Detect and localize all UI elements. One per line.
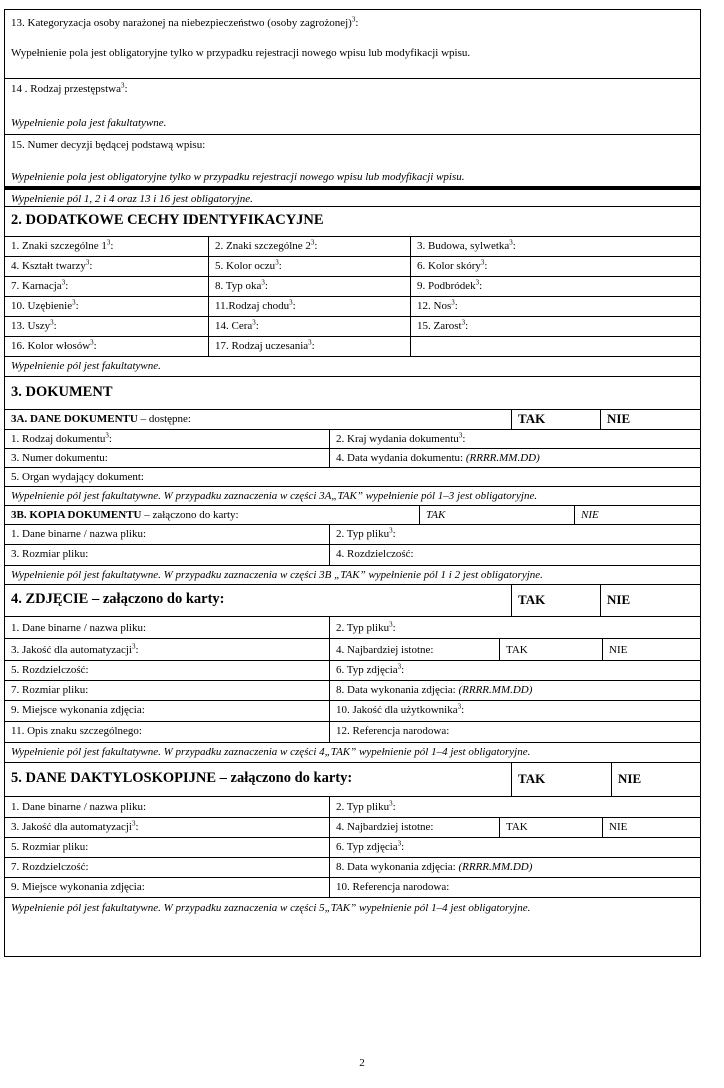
- section-2-field-label: 17. Rodzaj uczesania: [215, 340, 309, 352]
- footnote-ref: 3: [509, 238, 513, 247]
- section-2-field[interactable]: 12. Nos$^3$:: [417, 298, 458, 312]
- document-type-label: 1. Rodzaj dokumentu: [11, 433, 106, 445]
- section-3b-note: Wypełnienie pól jest fakultatywne. W przypadku zaznaczenia w części 3B „TAK” wypełnienie pól 1 i 2 jest obligatoryjne.: [11, 569, 543, 581]
- section-2-field-label: 7. Karnacja: [11, 280, 62, 292]
- section-2-field[interactable]: 1. Znaki szczególne $1^3$:: [5, 237, 209, 256]
- section-2-row: [4, 277, 701, 297]
- photo-type-label: 6. Typ zdjęcia: [336, 664, 398, 676]
- section-2-field-label: 2. Znaki szczególne 2: [215, 240, 311, 252]
- section-2-field[interactable]: 15. Zarost$^3$:: [417, 318, 469, 332]
- section-3b-nie-option[interactable]: NIE: [581, 509, 599, 521]
- field-13-row: [4, 9, 701, 79]
- section-2-field[interactable]: 2. Znaki szczególne $2^3$:: [209, 237, 411, 256]
- footnote-ref: 3: [289, 298, 293, 307]
- section-3a-row-2: [4, 449, 701, 468]
- footnote-ref: 3: [308, 338, 312, 347]
- fingerprint-quality-auto-field[interactable]: 3. Jakość dla automatyzacji$^3$:: [5, 818, 330, 837]
- section-4-title: 4. ZDJĘCIE – załączono do karty:: [5, 585, 512, 616]
- footnote-ref: 3: [85, 258, 90, 267]
- footnote-ref: 3: [105, 431, 109, 440]
- section-2-field[interactable]: 6. Kolor skóry$^3$:: [417, 258, 488, 272]
- section-2-title: 2. DODATKOWE CECHY IDENTYFIKACYJNE: [11, 212, 324, 228]
- photo-file-size-field[interactable]: 7. Rozmiar pliku:: [5, 681, 330, 700]
- footnote-ref: 3: [275, 258, 279, 267]
- section-2-note-row: [4, 357, 701, 377]
- footnote-ref: 3: [72, 298, 76, 307]
- section-4-row-5: [4, 701, 701, 722]
- footnote-ref: 3: [451, 298, 455, 307]
- field-15-label: 15. Numer decyzji będącej podstawą wpisu:: [11, 139, 206, 151]
- section-2-field-label: 8. Typ oka: [215, 280, 262, 292]
- fingerprint-date-label: 8. Data wykonania zdjęcia:: [336, 861, 459, 873]
- section-2-row: [4, 317, 701, 337]
- footnote-ref: 3: [106, 238, 111, 247]
- section-2-row: [4, 337, 701, 357]
- footnote-ref: 3: [50, 318, 54, 327]
- section-2-field-label: 13. Uszy: [11, 320, 51, 332]
- copy-binary-field[interactable]: 1. Dane binarne / nazwa pliku:: [5, 525, 330, 544]
- fingerprint-file-type-label: 2. Typ pliku: [336, 801, 390, 813]
- section-2-field-label: 3. Budowa, sylwetka: [417, 240, 510, 252]
- section-2-field[interactable]: 3. Budowa, sylwetka$^3$:: [417, 238, 516, 252]
- section-2-field[interactable]: 4. Kształt twarzy$^3$:: [5, 257, 209, 276]
- section-3b-row-1: [4, 525, 701, 545]
- field-13-label: 13. Kategoryzacja osoby narażonej na niebezpieczeństwo (osoby zagrożonej): [11, 17, 352, 29]
- footnote-ref: 3: [475, 278, 480, 287]
- section-2-field-label: 9. Podbródek: [417, 280, 476, 292]
- mandatory-note-row: [4, 187, 701, 207]
- section-5-row-4: [4, 858, 701, 878]
- fingerprint-date-field[interactable]: [330, 858, 700, 877]
- section-4-row-3: [4, 661, 701, 681]
- section-4-nie-option[interactable]: NIE: [607, 592, 631, 607]
- footnote-ref: 3: [457, 702, 462, 711]
- footnote-ref: 3: [480, 258, 485, 267]
- fingerprint-quality-auto-label: 3. Jakość dla automatyzacji: [11, 821, 132, 833]
- photo-most-relevant-label: 4. Najbardziej istotne:: [330, 639, 500, 660]
- section-2-field[interactable]: 10. Uzębienie$^3$:: [5, 297, 209, 316]
- footnote-ref: 3: [310, 238, 315, 247]
- photo-date-label: 8. Data wykonania zdjęcia:: [336, 684, 459, 696]
- photo-quality-user-label: 10. Jakość dla użytkownika: [336, 704, 458, 716]
- copy-file-size-field[interactable]: 3. Rozmiar pliku:: [5, 545, 330, 565]
- section-4-note: Wypełnienie pól jest fakultatywne. W przypadku zaznaczenia w części 4„TAK” wypełnienie pól 1–4 jest obligatoryjne.: [11, 746, 531, 758]
- section-5-row-2: [4, 818, 701, 838]
- footnote-ref: 3: [351, 15, 356, 24]
- fingerprint-most-relevant-label: 4. Najbardziej istotne:: [330, 818, 500, 837]
- section-3b-tak-option[interactable]: TAK: [420, 506, 575, 524]
- footnote-ref: 3: [458, 431, 463, 440]
- section-2-field[interactable]: 11.Rodzaj chodu$^3$:: [209, 297, 411, 316]
- section-3a-title: 3A. DANE DOKUMENTU: [11, 413, 138, 425]
- section-2-field[interactable]: 16. Kolor włosów$^3$:: [5, 337, 209, 356]
- section-4-tak-option[interactable]: TAK: [512, 585, 601, 616]
- section-5-header: [4, 763, 701, 797]
- date-format-hint: (RRRR.MM.DD): [458, 684, 533, 696]
- document-issuer-field[interactable]: 5. Organ wydający dokument:: [11, 471, 144, 483]
- section-2-row: [4, 297, 701, 317]
- section-2-field-label: 14. Cera: [215, 320, 253, 332]
- section-3a-note-row: [4, 487, 701, 506]
- section-5-row-5: [4, 878, 701, 898]
- date-format-hint: (RRRR.MM.DD): [458, 861, 533, 873]
- field-15-row: [4, 135, 701, 187]
- section-5-title: 5. DANE DAKTYLOSKOPIJNE – załączono do karty:: [5, 763, 512, 796]
- footnote-ref: 3: [61, 278, 66, 287]
- fingerprint-binary-field[interactable]: 1. Dane binarne / nazwa pliku:: [5, 797, 330, 817]
- field-14[interactable]: 14 . Rodzaj przestępstwa$^3$: Wypełnienie pola jest fakultatywne.: [5, 79, 700, 134]
- section-2-row: [4, 257, 701, 277]
- document-type-field[interactable]: 1. Rodzaj dokumentu$^3$:: [5, 430, 330, 448]
- field-15-note: Wypełnienie pola jest obligatoryjne tylko w przypadku rejestracji nowego wpisu lub modyfikacji wpisu.: [11, 171, 465, 183]
- photo-quality-auto-field[interactable]: 3. Jakość dla automatyzacji$^3$:: [5, 639, 330, 660]
- form: [4, 9, 701, 957]
- section-2-field-label: 11.Rodzaj chodu: [215, 300, 290, 312]
- photo-place-field[interactable]: 9. Miejsce wykonania zdjęcia:: [5, 701, 330, 721]
- photo-date-field[interactable]: [330, 681, 700, 700]
- section-5-tak-option[interactable]: TAK: [512, 763, 612, 796]
- section-2-field-label: 4. Kształt twarzy: [11, 260, 86, 272]
- section-2-field-label: 12. Nos: [417, 300, 452, 312]
- section-2-field[interactable]: 8. Typ oka$^3$:: [209, 277, 411, 296]
- fingerprint-file-size-field[interactable]: 5. Rozmiar pliku:: [5, 838, 330, 857]
- section-4-row-6: [4, 722, 701, 743]
- fingerprint-photo-type-label: 6. Typ zdjęcia: [336, 841, 398, 853]
- section-3b-header: [4, 506, 701, 525]
- section-2-field[interactable]: 9. Podbródek$^3$:: [417, 278, 483, 292]
- section-2-field-label: 16. Kolor włosów: [11, 340, 91, 352]
- photo-type-field[interactable]: 6. Typ zdjęcia$^3$:: [336, 662, 405, 676]
- section-5-note-row: [4, 898, 701, 957]
- section-3a-label: [5, 410, 512, 429]
- section-4-row-2: [4, 639, 701, 661]
- photo-most-relevant-nie[interactable]: NIE: [609, 644, 628, 656]
- footnote-ref: 3: [131, 642, 136, 651]
- section-3b-suffix: – załączono do karty:: [141, 509, 239, 521]
- section-2-field[interactable]: 17. Rodzaj uczesania$^3$:: [209, 337, 411, 356]
- copy-file-type-label: 2. Typ pliku: [336, 528, 390, 540]
- photo-file-type-field[interactable]: 2. Typ pliku$^3$:: [336, 620, 396, 634]
- section-5-note: Wypełnienie pól jest fakultatywne. W przypadku zaznaczenia w części 5„TAK” wypełnienie pól 1–4 jest obligatoryjne.: [11, 902, 531, 914]
- section-2-header: [4, 207, 701, 237]
- field-13[interactable]: 13. Kategoryzacja osoby narażonej na niebezpieczeństwo (osoby zagrożonej)$^3$: Wypełnienie pola jest obligatoryjne tylko w przypadku rejestracji nowego wpisu lub modyfikacji wpisu.: [5, 10, 700, 78]
- section-2-field-label: 10. Uzębienie: [11, 300, 73, 312]
- section-3a-row-3: [4, 468, 701, 487]
- section-3-header: [4, 377, 701, 410]
- section-2-field[interactable]: 14. Cera$^3$:: [209, 317, 411, 336]
- photo-quality-auto-label: 3. Jakość dla automatyzacji: [11, 644, 132, 656]
- section-3a-suffix: – dostępne:: [137, 413, 191, 425]
- photo-binary-field[interactable]: 1. Dane binarne / nazwa pliku:: [5, 617, 330, 638]
- section-2-field-label: 1. Znaki szczególne 1: [11, 240, 107, 252]
- fingerprint-photo-type-field[interactable]: 6. Typ zdjęcia$^3$:: [336, 839, 405, 853]
- section-3-title: 3. DOKUMENT: [11, 384, 113, 400]
- section-3a-tak-option[interactable]: TAK: [512, 410, 601, 429]
- field-14-label: 14 . Rodzaj przestępstwa: [11, 83, 121, 95]
- section-2-note: Wypełnienie pól jest fakultatywne.: [11, 360, 161, 372]
- footnote-ref: 3: [120, 81, 125, 90]
- fingerprint-file-type-field[interactable]: 2. Typ pliku$^3$:: [336, 799, 396, 813]
- document-issue-date-field[interactable]: [330, 449, 700, 467]
- photo-file-type-label: 2. Typ pliku: [336, 622, 390, 634]
- footnote-ref: 3: [397, 662, 402, 671]
- section-4-row-4: [4, 681, 701, 701]
- section-3b-row-2: [4, 545, 701, 566]
- footnote-ref: 3: [389, 620, 393, 629]
- document-country-label: 2. Kraj wydania dokumentu: [336, 433, 459, 445]
- section-2-field-label: 6. Kolor skóry: [417, 260, 481, 272]
- section-4-header: [4, 585, 701, 617]
- section-3b-title: 3B. KOPIA DOKUMENTU: [11, 509, 142, 521]
- footnote-ref: 3: [461, 318, 466, 327]
- field-15[interactable]: [5, 135, 700, 186]
- photo-resolution-field[interactable]: 5. Rozdzielczość:: [5, 661, 330, 680]
- field-14-note: Wypełnienie pola jest fakultatywne.: [11, 117, 167, 129]
- fingerprint-resolution-field[interactable]: 7. Rozdzielczość:: [5, 858, 330, 877]
- date-format-hint: (RRRR.MM.DD): [465, 452, 540, 464]
- section-5-row-3: [4, 838, 701, 858]
- section-3a-row-1: [4, 430, 701, 449]
- fingerprint-national-ref-field[interactable]: 10. Referencja narodowa:: [336, 881, 450, 893]
- section-3b-note-row: [4, 566, 701, 585]
- footnote-ref: 3: [389, 526, 393, 535]
- section-3a-header: [4, 410, 701, 430]
- fingerprint-most-relevant-nie[interactable]: NIE: [609, 821, 628, 833]
- fingerprint-place-field[interactable]: 9. Miejsce wykonania zdjęcia:: [5, 878, 330, 897]
- section-2-field: [411, 337, 700, 356]
- section-2-field-label: 15. Zarost: [417, 320, 462, 332]
- field-13-note: Wypełnienie pola jest obligatoryjne tylko w przypadku rejestracji nowego wpisu lub modyfikacji wpisu.: [11, 47, 471, 59]
- field-14-row: [4, 79, 701, 135]
- section-3b-label: [5, 506, 420, 524]
- section-2-row: [4, 237, 701, 257]
- section-5-row-1: [4, 797, 701, 818]
- page-number: 2: [359, 1057, 365, 1069]
- footnote-ref: 3: [131, 819, 136, 828]
- fingerprint-most-relevant-tak[interactable]: TAK: [500, 818, 603, 837]
- section-2-field[interactable]: 5. Kolor oczu$^3$:: [209, 257, 411, 276]
- section-5-nie-option[interactable]: NIE: [618, 771, 642, 786]
- document-number-field[interactable]: 3. Numer dokumentu:: [5, 449, 330, 467]
- section-4-row-1: [4, 617, 701, 639]
- photo-most-relevant-tak[interactable]: TAK: [500, 639, 603, 660]
- footnote-ref: 3: [261, 278, 265, 287]
- copy-resolution-field[interactable]: 4. Rozdzielczość:: [336, 548, 414, 560]
- photo-mark-description-field[interactable]: 11. Opis znaku szczególnego:: [5, 722, 330, 742]
- footnote-ref: 3: [397, 839, 402, 848]
- document-country-field[interactable]: 2. Kraj wydania dokumentu$^3$:: [336, 431, 466, 445]
- photo-national-ref-field[interactable]: 12. Referencja narodowa:: [336, 725, 450, 737]
- footnote-ref: 3: [252, 318, 256, 327]
- section-3a-nie-option[interactable]: NIE: [607, 411, 631, 426]
- footnote-ref: 3: [90, 338, 94, 347]
- section-2-field-label: 5. Kolor oczu: [215, 260, 276, 272]
- section-2-grid: [4, 237, 701, 357]
- section-3a-note: Wypełnienie pól jest fakultatywne. W przypadku zaznaczenia w części 3A„TAK” wypełnienie pól 1–3 jest obligatoryjne.: [11, 490, 538, 502]
- section-2-field[interactable]: 7. Karnacja$^3$:: [5, 277, 209, 296]
- footnote-ref: 3: [389, 799, 393, 808]
- mandatory-note: Wypełnienie pól 1, 2 i 4 oraz 13 i 16 jest obligatoryjne.: [11, 193, 253, 205]
- section-2-field[interactable]: 13. Uszy$^3$:: [5, 317, 209, 336]
- copy-file-type-field[interactable]: 2. Typ pliku$^3$:: [336, 526, 396, 540]
- photo-quality-user-field[interactable]: 10. Jakość dla użytkownika$^3$:: [336, 702, 465, 716]
- section-4-note-row: [4, 743, 701, 763]
- document-issue-date-label: 4. Data wydania dokumentu:: [336, 452, 466, 464]
